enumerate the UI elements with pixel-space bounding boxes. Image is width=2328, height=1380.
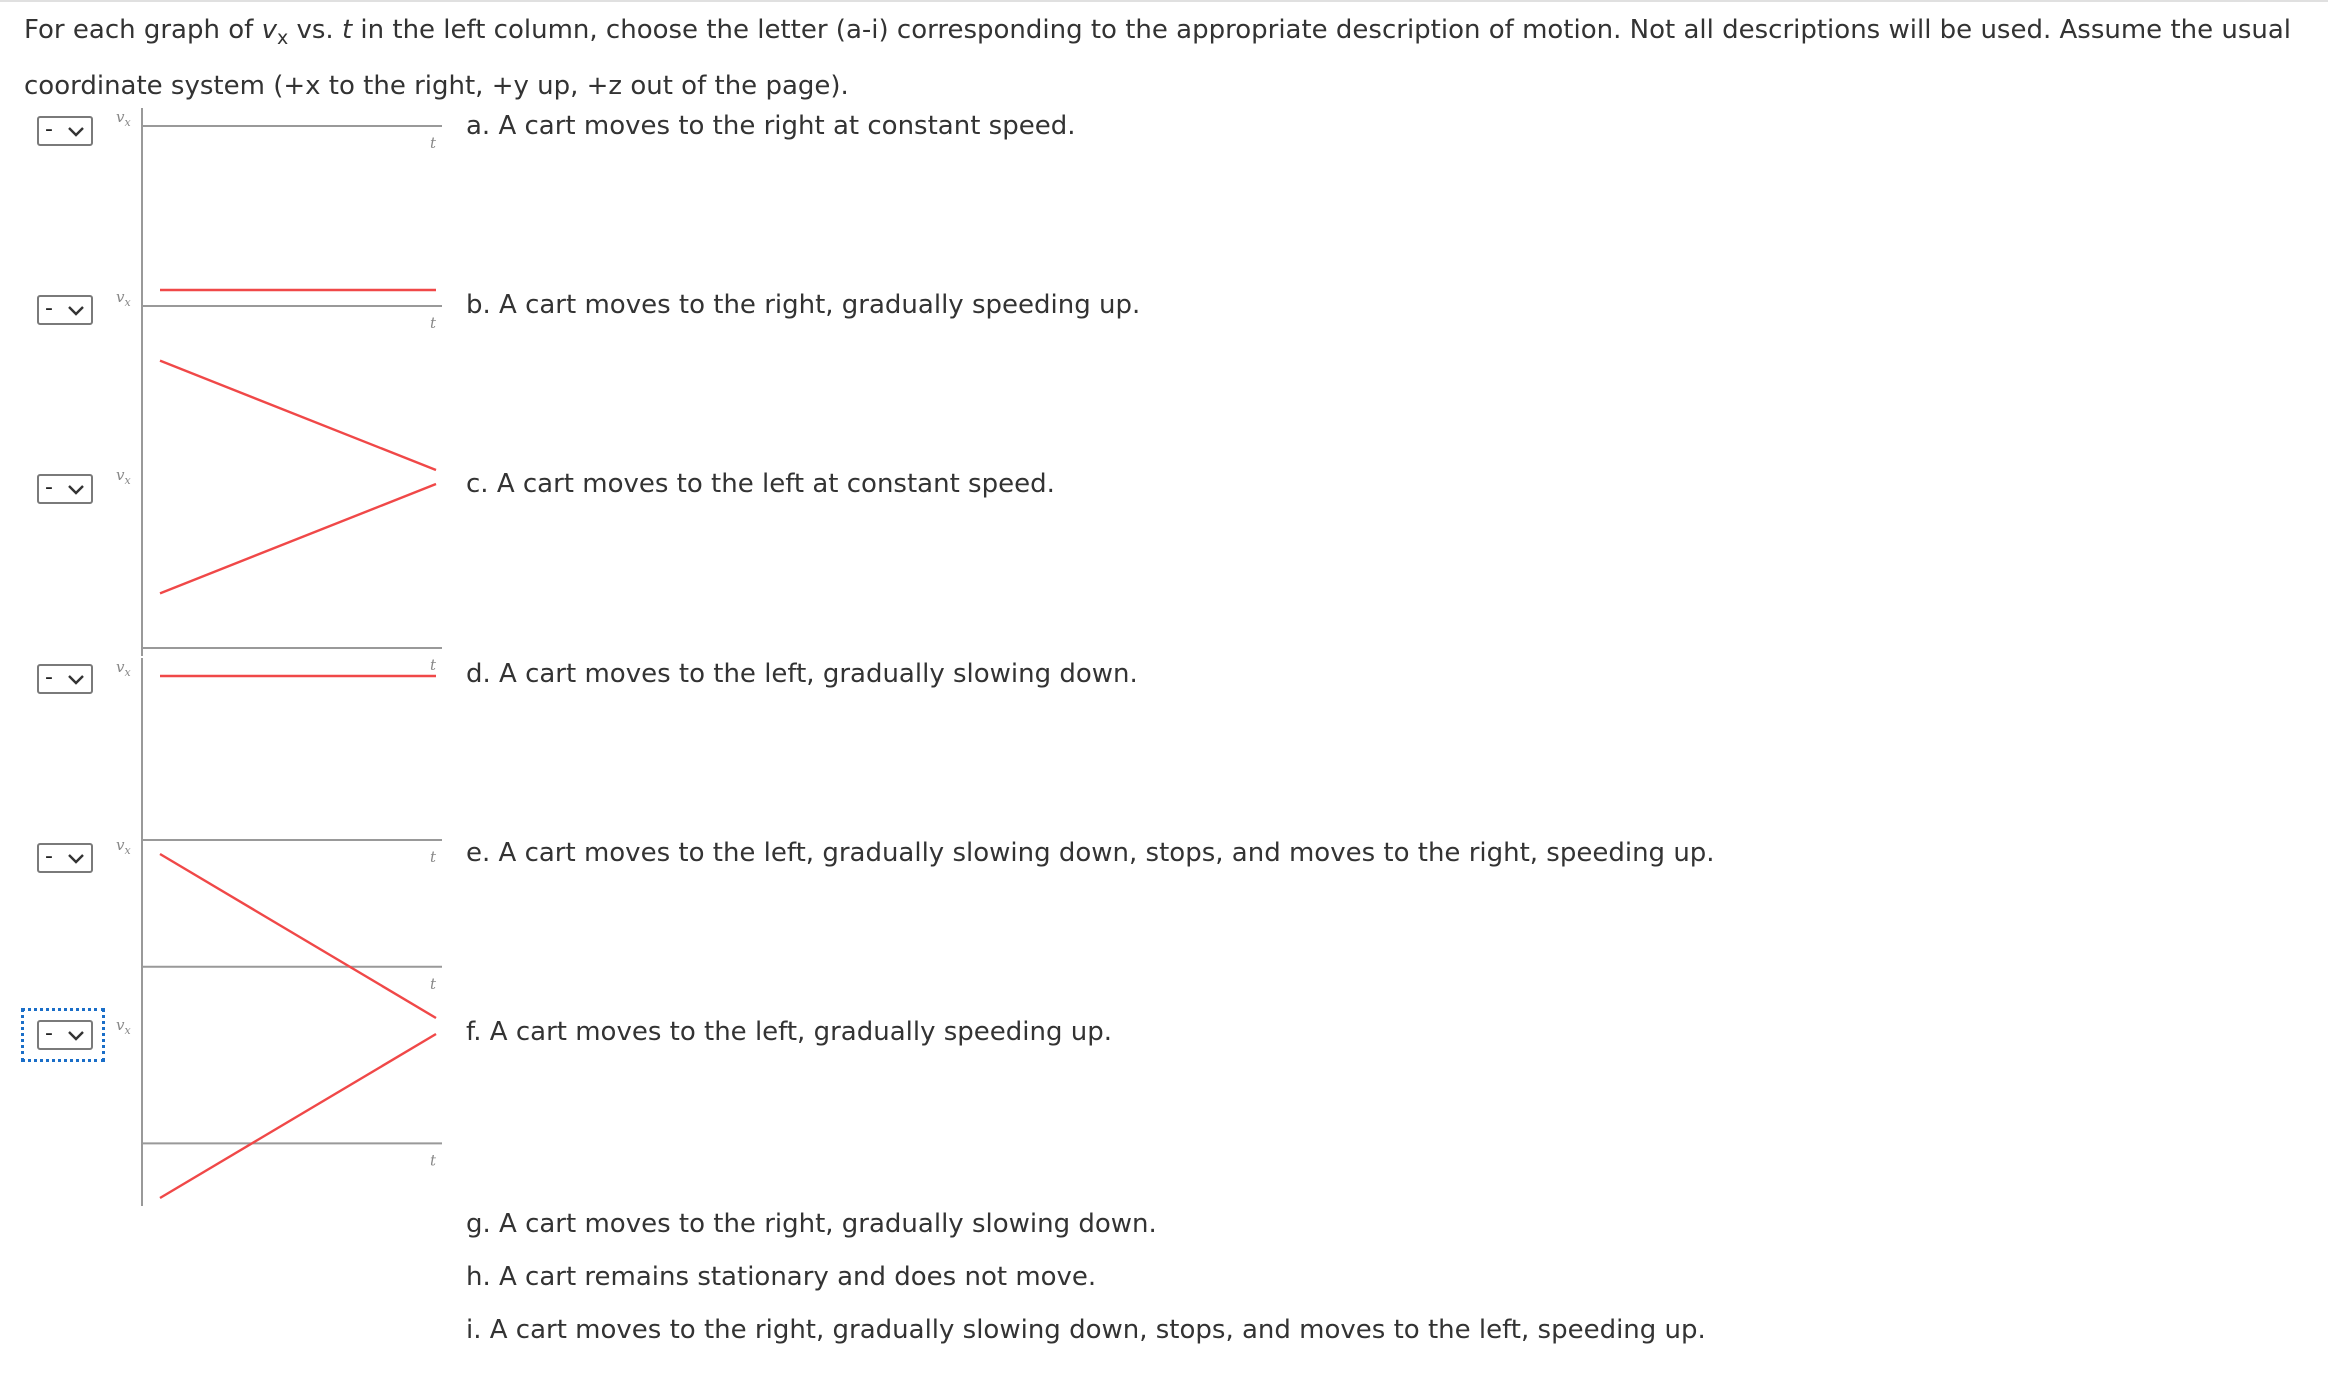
vx-axis-label: $v_x$ bbox=[116, 108, 131, 129]
chevron-down-icon bbox=[67, 1030, 85, 1042]
answer-select-3[interactable]: - bbox=[37, 474, 93, 504]
t-axis-label: t bbox=[430, 656, 437, 674]
vx-data-line bbox=[160, 484, 436, 593]
vx-t-graph-2 bbox=[112, 288, 452, 478]
vx-t-graph-3 bbox=[112, 466, 452, 674]
vx-axis-label: $v_x$ bbox=[116, 1016, 131, 1037]
t-axis-label: t bbox=[430, 314, 437, 332]
answer-select-5[interactable]: - bbox=[37, 843, 93, 873]
question-prompt: For each graph of $v_x$ vs. t in the left column, choose the letter (a-i) corresponding to the appropriate description of motion. Not all descriptions will be used. Assume the usual coordinate system (+x to the right, +y up, +z out of the page). bbox=[24, 15, 2292, 102]
description-b: b. A cart moves to the right, gradually speeding up. bbox=[466, 290, 1141, 320]
answer-select-2[interactable]: - bbox=[37, 295, 93, 325]
vx-axis-label: $v_x$ bbox=[116, 658, 131, 679]
vx-axis-label: $v_x$ bbox=[116, 288, 131, 309]
vx-t-graph-5 bbox=[112, 836, 452, 1026]
description-h: h. A cart remains stationary and does not move. bbox=[466, 1262, 1097, 1292]
description-i: i. A cart moves to the right, gradually slowing down, stops, and moves to the left, speeding up. bbox=[466, 1315, 1706, 1345]
vx-data-line bbox=[160, 854, 436, 1018]
answer-select-6[interactable]: - bbox=[37, 1020, 93, 1050]
answer-select-4[interactable]: - bbox=[37, 664, 93, 694]
t-axis-label: t bbox=[430, 1151, 437, 1170]
chevron-down-icon bbox=[67, 305, 85, 317]
description-d: d. A cart moves to the left, gradually slowing down. bbox=[466, 659, 1138, 689]
description-a: a. A cart moves to the right at constant speed. bbox=[466, 111, 1076, 141]
vx-data-line bbox=[160, 361, 436, 470]
chevron-down-icon bbox=[67, 674, 85, 686]
vx-data-line bbox=[160, 1034, 436, 1198]
chevron-down-icon bbox=[67, 853, 85, 865]
vx-t-graph-1 bbox=[112, 108, 452, 298]
vx-axis-label: $v_x$ bbox=[116, 836, 131, 857]
answer-select-1[interactable]: - bbox=[37, 116, 93, 146]
description-c: c. A cart moves to the left at constant speed. bbox=[466, 469, 1055, 499]
description-f: f. A cart moves to the left, gradually speeding up. bbox=[466, 1017, 1112, 1047]
t-axis-label: t bbox=[430, 134, 437, 152]
description-e: e. A cart moves to the left, gradually slowing down, stops, and moves to the right, speeding up. bbox=[466, 838, 1715, 868]
description-g: g. A cart moves to the right, gradually slowing down. bbox=[466, 1209, 1157, 1239]
vx-t-graph-6 bbox=[112, 1016, 452, 1206]
chevron-down-icon bbox=[67, 484, 85, 496]
t-axis-label: t bbox=[430, 848, 437, 866]
top-border bbox=[0, 0, 2328, 2]
t-axis-label: t bbox=[430, 974, 437, 993]
vx-axis-label: $v_x$ bbox=[116, 466, 131, 487]
chevron-down-icon bbox=[67, 126, 85, 138]
vx-t-graph-4 bbox=[112, 658, 452, 866]
